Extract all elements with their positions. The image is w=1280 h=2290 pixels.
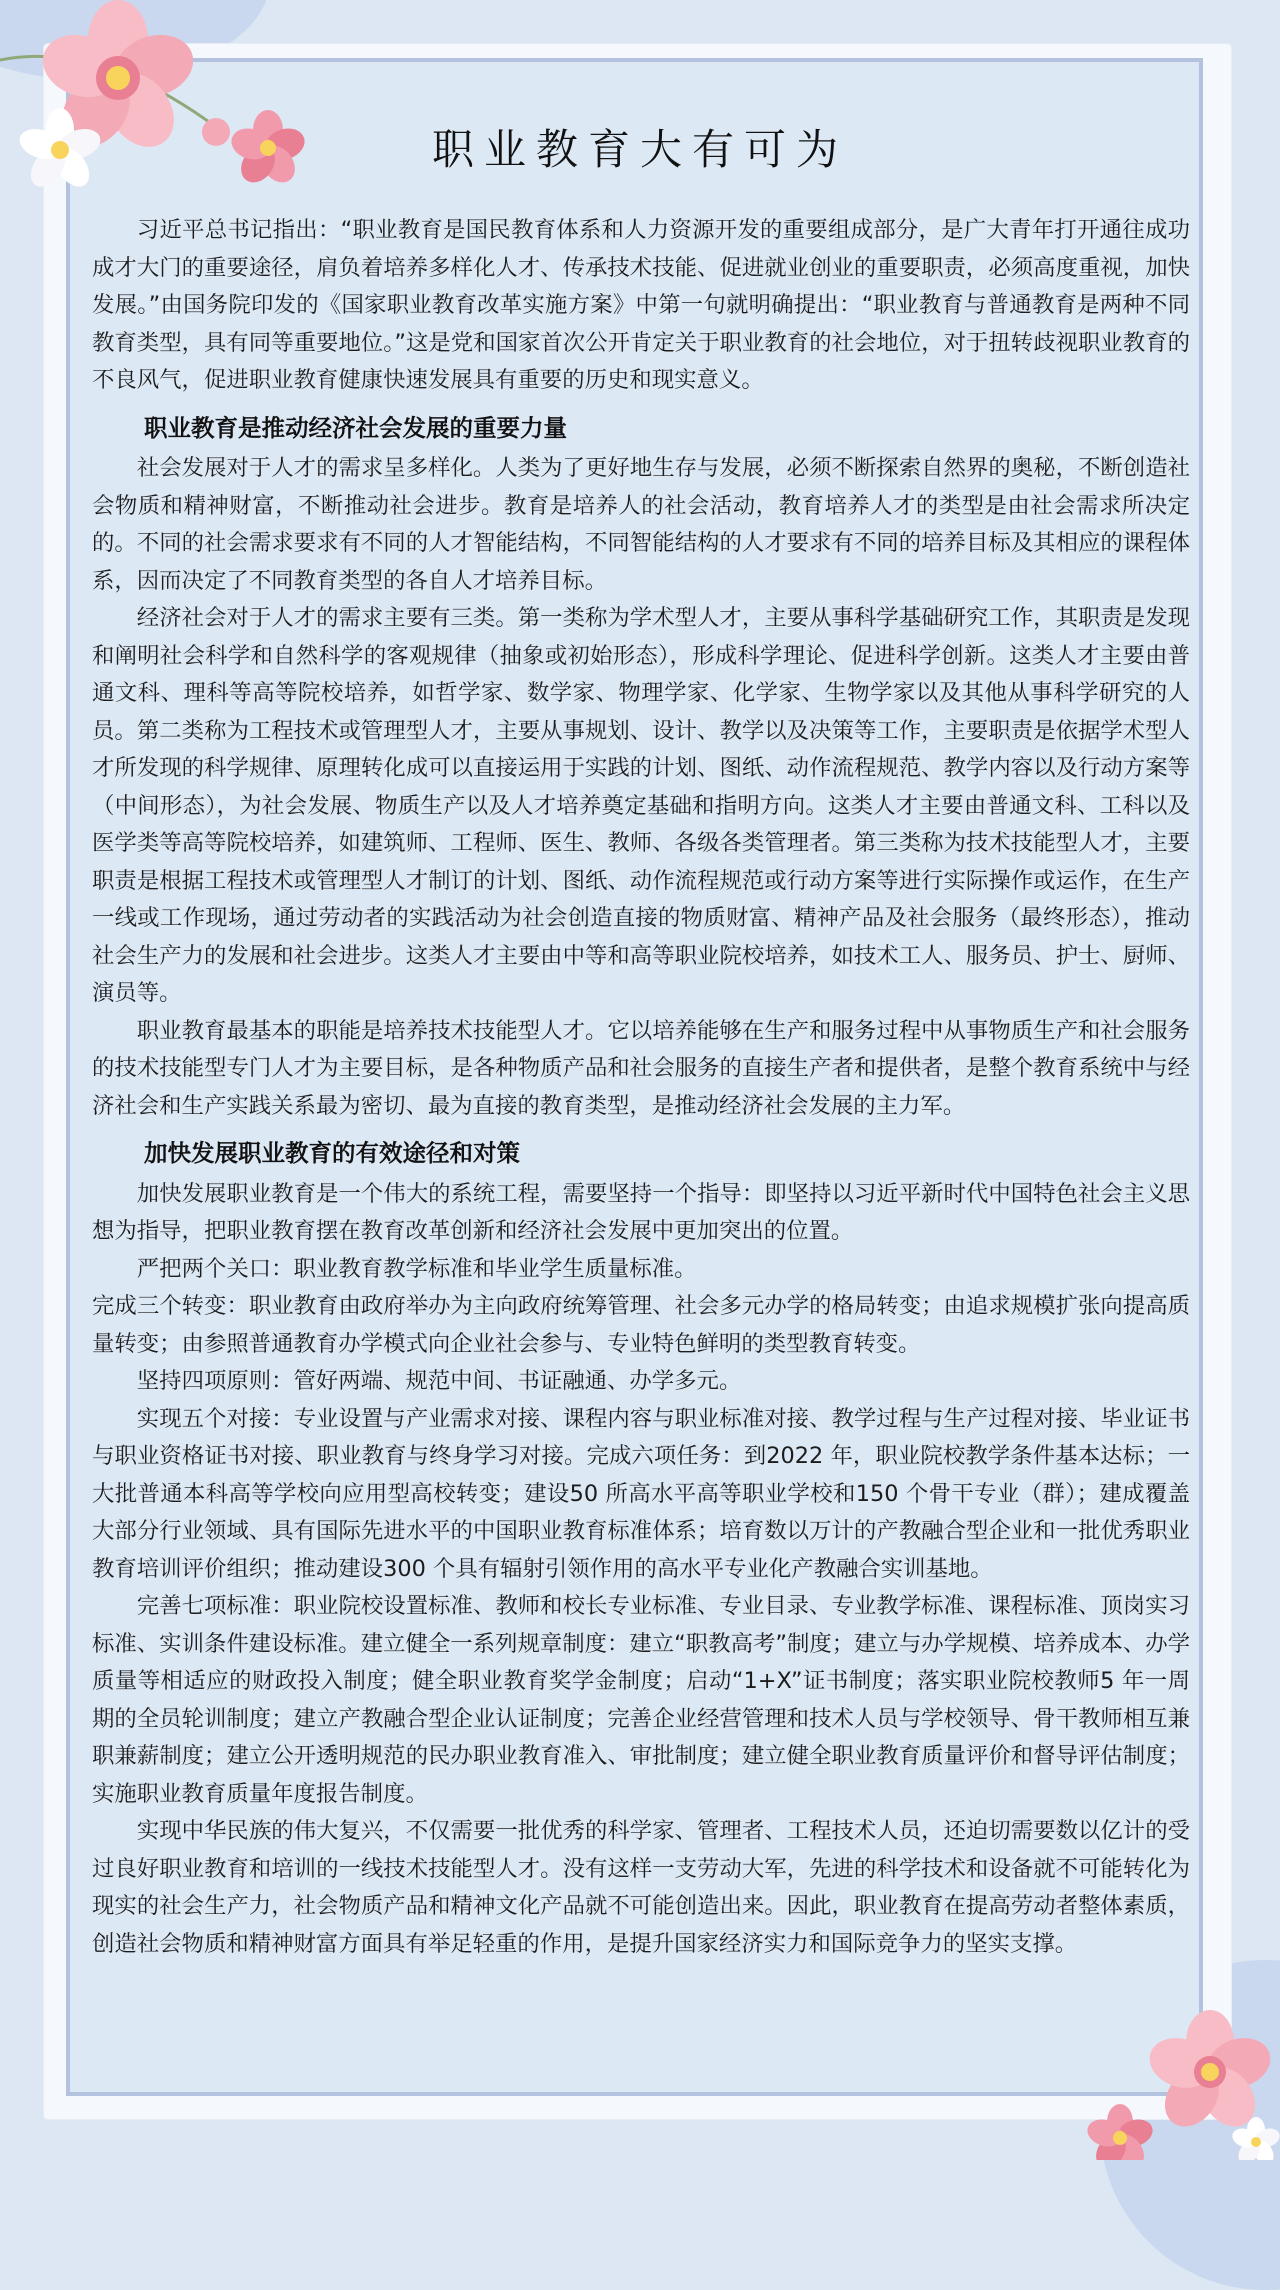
section2-paragraph-6: 完善七项标准：职业院校设置标准、教师和校长专业标准、专业目录、专业教学标准、课程标准、顶岗实习标准、实训条件建设标准。建立健全一系列规章制度：建立“职教高考”制度；建立与办学规模、培养成本、办学质量等相适应的财政投入制度；健全职业教育奖学金制度；启动“1+X”证书制度；落实职业院校教师5 年一周期的全员轮训制度；建立产教融合型企业认证制度；完善企业经营管理和技术人员与学校领导、骨干教师相互兼职兼薪制度；建立公开透明规范的民办职业教育准入、审批制度；建立健全职业教育质量评价和督导评估制度；实施职业教育质量年度报告制度。 <box>92 1593 1190 1807</box>
section-heading-1: 职业教育是推动经济社会发展的重要力量 <box>144 413 567 442</box>
section1-paragraph-1: 社会发展对于人才的需求呈多样化。人类为了更好地生存与发展，必须不断探索自然界的奥秘，不断创造社会物质和精神财富，不断推动社会进步。教育是培养人的社会活动，教育培养人才的类型是由社会需求所决定的。不同的社会需求要求有不同的人才智能结构，不同智能结构的人才要求有不同的培养目标及其相应的课程体系，因而决定了不同教育类型的各自人才培养目标。 <box>92 455 1190 594</box>
section2-paragraph-7: 实现中华民族的伟大复兴，不仅需要一批优秀的科学家、管理者、工程技术人员，还迫切需要数以亿计的受过良好职业教育和培训的一线技术技能型人才。没有这样一支劳动大军，先进的科学技术和设备就不可能转化为现实的社会生产力，社会物质产品和精神文化产品就不可能创造出来。因此，职业教育在提高劳动者整体素质，创造社会物质和精神财富方面具有举足轻重的作用，是提升国家经济实力和国际竞争力的坚实支撑。 <box>92 1818 1190 1957</box>
section2-paragraph-5: 实现五个对接：专业设置与产业需求对接、课程内容与职业标准对接、教学过程与生产过程对接、毕业证书与职业资格证书对接、职业教育与终身学习对接。完成六项任务：到2022 年，职业院校教学条件基本达标；一大批普通本科高等学校向应用型高校转变；建设50 所高水平高等职业学校和150 个骨干专业（群）；建成覆盖大部分行业领域、具有国际先进水平的中国职业教育标准体系；培育数以万计的产教融合型企业和一批优秀职业教育培训评价组织；推动建设300 个具有辐射引领作用的高水平专业化产教融合实训基地。 <box>92 1405 1190 1582</box>
section2-paragraph-2: 严把两个关口：职业教育教学标准和毕业学生质量标准。 <box>136 1255 697 1282</box>
flower-icon-bottom-right <box>1084 2010 1280 2160</box>
page-title: 职业教育大有可为 <box>431 125 848 174</box>
article-body <box>92 212 1190 1963</box>
intro-paragraph: 习近平总书记指出：“职业教育是国民教育体系和人力资源开发的重要组成部分，是广大青年打开通往成功成才大门的重要途径，肩负着培养多样化人才、传承技术技能、促进就业创业的重要职责，必须高度重视，加快发展。”由国务院印发的《国家职业教育改革实施方案》中第一句就明确提出：“职业教育与普通教育是两种不同教育类型，具有同等重要地位。”这是党和国家首次公开肯定关于职业教育的社会地位，对于扭转歧视职业教育的不良风气，促进职业教育健康快速发展具有重要的历史和现实意义。 <box>92 217 1190 393</box>
section-heading-2: 加快发展职业教育的有效途径和对策 <box>144 1139 520 1167</box>
section2-paragraph-4: 坚持四项原则：管好两端、规范中间、书证融通、办学多元。 <box>136 1368 742 1394</box>
section1-paragraph-2: 经济社会对于人才的需求主要有三类。第一类称为学术型人才，主要从事科学基础研究工作，其职责是发现和阐明社会科学和自然科学的客观规律（抽象或初始形态），形成科学理论、促进科学创新。这类人才主要由普通文科、理科等高等院校培养，如哲学家、数学家、物理学家、化学家、生物学家以及其他从事科学研究的人员。第二类称为工程技术或管理型人才，主要从事规划、设计、教学以及决策等工作，主要职责是依据学术型人才所发现的科学规律、原理转化成可以直接运用于实践的计划、图纸、动作流程规范、教学内容以及行动方案等（中间形态），为社会发展、物质生产以及人才培养奠定基础和指明方向。这类人才主要由普通文科、工科以及医学类等高等院校培养，如建筑师、工程师、医生、教师、各级各类管理者。第三类称为技术技能型人才，主要职责是根据工程技术或管理型人才制订的计划、图纸、动作流程规范或行动方案等进行实际操作或运作，在生产一线或工作现场，通过劳动者的实践活动为社会创造直接的物质财富、精神产品及社会服务（最终形态），推动社会生产力的发展和社会进步。这类人才主要由中等和高等职业院校培养，如技术工人、服务员、护士、厨师、演员等。 <box>92 605 1190 1006</box>
section2-paragraph-1: 加快发展职业教育是一个伟大的系统工程，需要坚持一个指导：即坚持以习近平新时代中国特色社会主义思想为指导，把职业教育摆在教育改革创新和经济社会发展中更加突出的位置。 <box>92 1180 1190 1244</box>
flower-cluster-bottom-right <box>1060 1990 1280 2160</box>
section1-paragraph-3: 职业教育最基本的职能是培养技术技能型人才。它以培养能够在生产和服务过程中从事物质生产和社会服务的技术技能型专门人才为主要目标，是各种物质产品和社会服务的直接生产者和提供者，是整个教育系统中与经济社会和生产实践关系最为密切、最为直接的教育类型，是推动经济社会发展的主力军。 <box>92 1017 1190 1119</box>
section2-paragraph-3: 完成三个转变：职业教育由政府举办为主向政府统筹管理、社会多元办学的格局转变；由追求规模扩张向提高质量转变；由参照普通教育办学模式向企业社会参与、专业特色鲜明的类型教育转变。 <box>92 1293 1190 1357</box>
